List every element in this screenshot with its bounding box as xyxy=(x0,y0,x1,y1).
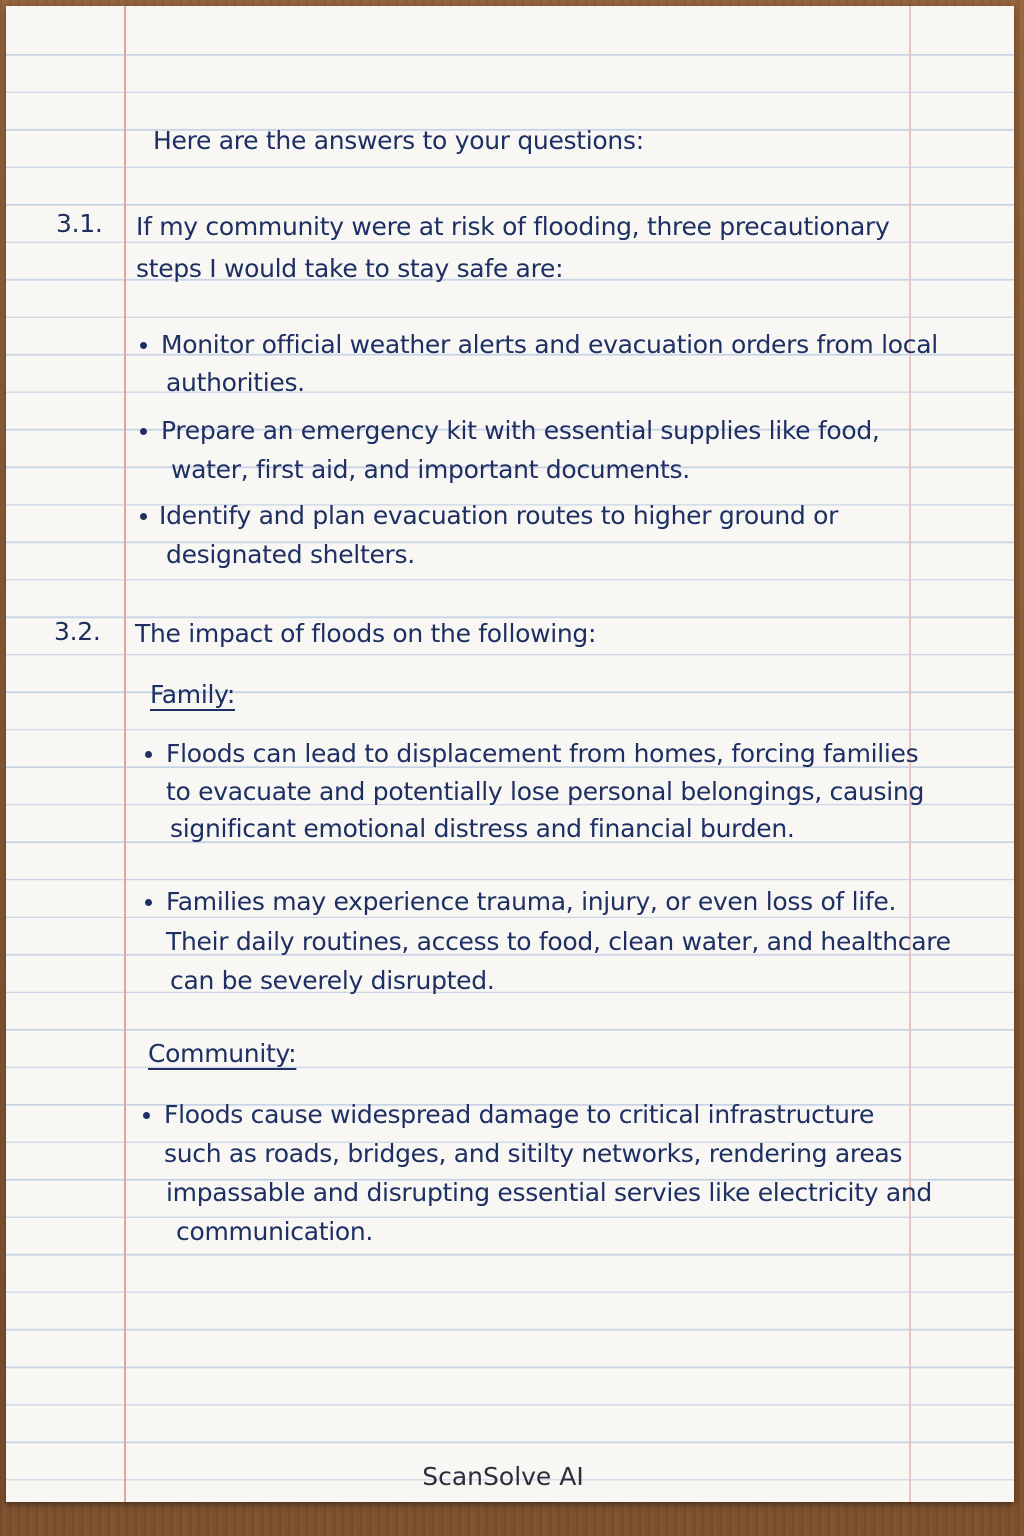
community-heading: Community: xyxy=(148,1039,297,1068)
list-item-line: such as roads, bridges, and sitilty networks, rendering areas xyxy=(164,1139,903,1168)
bullet-dot xyxy=(140,342,147,349)
question-number-3-2: 3.2. xyxy=(54,617,101,646)
bullet-dot xyxy=(145,751,152,758)
list-item-line: water, first aid, and important documents. xyxy=(171,455,690,484)
q32-line: The impact of floods on the following: xyxy=(135,619,597,648)
list-item-line: Monitor official weather alerts and evacuation orders from local xyxy=(161,330,938,359)
list-item-line: to evacuate and potentially lose personal belongings, causing xyxy=(166,777,925,806)
question-number-3-1: 3.1. xyxy=(56,209,103,238)
list-item-line: Families may experience trauma, injury, or even loss of life. xyxy=(166,887,897,916)
q31-line-1: If my community were at risk of flooding, three precautionary xyxy=(136,212,890,241)
list-item-line: designated shelters. xyxy=(166,540,415,569)
list-item-line: can be severely disrupted. xyxy=(170,966,495,995)
list-item-line: Floods cause widespread damage to critical infrastructure xyxy=(164,1100,875,1129)
bullet-dot xyxy=(140,428,147,435)
list-item-line: Their daily routines, access to food, clean water, and healthcare xyxy=(166,927,951,956)
q31-line-2: steps I would take to stay safe are: xyxy=(136,254,564,283)
bullet-dot xyxy=(143,1112,150,1119)
notebook-page xyxy=(6,6,1014,1502)
bullet-dot xyxy=(140,513,147,520)
list-item-line: Floods can lead to displacement from homes, forcing families xyxy=(166,739,919,768)
left-margin-line xyxy=(124,6,126,1502)
list-item-line: communication. xyxy=(176,1217,374,1246)
list-item-line: significant emotional distress and financial burden. xyxy=(170,814,795,843)
list-item-line: Identify and plan evacuation routes to higher ground or xyxy=(159,501,839,530)
list-item-line: Prepare an emergency kit with essential supplies like food, xyxy=(161,416,880,445)
family-heading: Family: xyxy=(150,680,235,709)
intro-text: Here are the answers to your questions: xyxy=(153,126,644,155)
watermark-footer: ScanSolve AI xyxy=(422,1462,584,1491)
bullet-dot xyxy=(145,899,152,906)
list-item-line: impassable and disrupting essential servies like electricity and xyxy=(166,1178,932,1207)
list-item-line: authorities. xyxy=(166,368,305,397)
